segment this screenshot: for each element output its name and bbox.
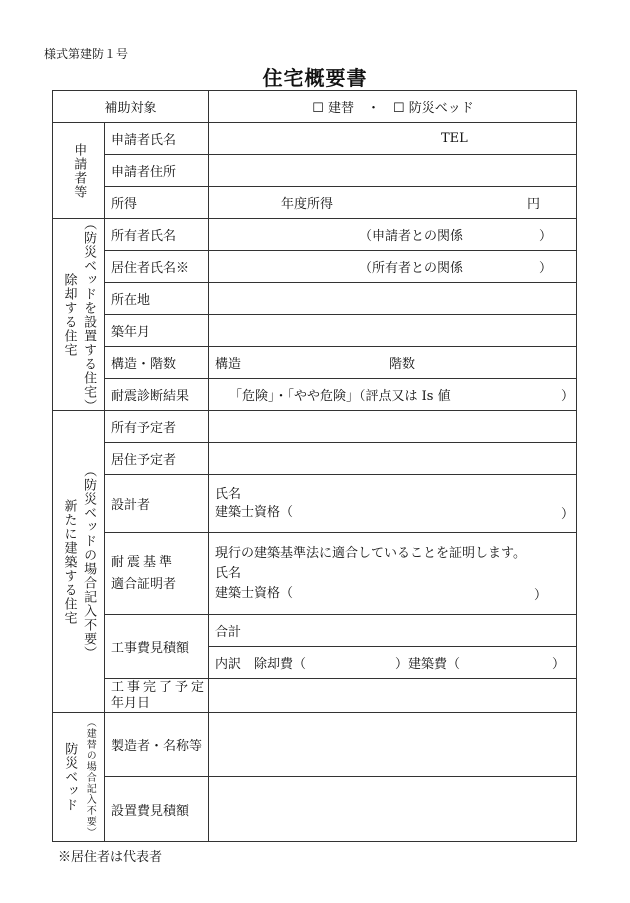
designer-license: 建築士資格（ bbox=[215, 504, 294, 520]
cost-building: ）建築費（ bbox=[395, 657, 461, 672]
install-cost-label-cell bbox=[104, 776, 208, 841]
designer-field[interactable] bbox=[208, 474, 577, 532]
income-label: 所得 bbox=[111, 197, 138, 212]
cost-label-cell bbox=[104, 614, 208, 678]
cert-close: ） bbox=[534, 588, 548, 603]
structure-label-cell bbox=[104, 346, 208, 378]
table-border-right bbox=[576, 90, 577, 841]
cert-field[interactable] bbox=[208, 532, 577, 614]
cost-close: ） bbox=[552, 657, 566, 672]
designer-label: 設計者 bbox=[111, 498, 151, 513]
new-house-inner-label: 新たに建築する住宅 bbox=[61, 498, 77, 625]
planned-owner-field[interactable] bbox=[208, 410, 577, 442]
planned-resident-label: 居住予定者 bbox=[111, 453, 177, 468]
cost-total-field[interactable] bbox=[208, 614, 577, 646]
maker-label: 製造者・名称等 bbox=[111, 739, 203, 754]
applicant-address-label-cell bbox=[104, 154, 208, 186]
completion-label-cell bbox=[104, 678, 208, 712]
location-label-cell bbox=[104, 282, 208, 314]
bed-group-cell bbox=[52, 712, 104, 841]
applicant-name-field[interactable] bbox=[208, 122, 577, 154]
resident-label-cell bbox=[104, 250, 208, 282]
owner-field[interactable] bbox=[208, 218, 577, 250]
removal-house-group-cell bbox=[52, 216, 104, 413]
income-field[interactable] bbox=[208, 186, 577, 218]
location-field[interactable] bbox=[208, 282, 577, 314]
table-border-bottom bbox=[52, 841, 577, 842]
designer-name: 氏名 bbox=[215, 486, 242, 502]
applicant-group-label: 申請者等 bbox=[71, 142, 87, 199]
cert-license: 建築士資格（ bbox=[215, 585, 294, 601]
applicant-name-label-cell bbox=[104, 122, 208, 154]
cost-label: 工事費見積額 bbox=[111, 641, 190, 656]
subsidy-options: ☐ 建替 ・ ☐ 防災ベッド bbox=[312, 101, 474, 116]
owner-relation-close: ） bbox=[539, 229, 553, 244]
designer-close: ） bbox=[561, 507, 575, 522]
completion-label-line1: 工事完了予定 bbox=[111, 679, 208, 695]
cert-label-line2: 適合証明者 bbox=[111, 576, 177, 592]
applicant-group-cell bbox=[52, 122, 104, 218]
resident-field[interactable] bbox=[208, 250, 577, 282]
income-unit: 円 bbox=[527, 197, 541, 212]
seismic-label-cell bbox=[104, 378, 208, 410]
structure-field[interactable] bbox=[208, 346, 577, 378]
removal-house-inner-label: 除却する住宅 bbox=[61, 272, 77, 357]
designer-label-cell bbox=[104, 474, 208, 532]
built-field[interactable] bbox=[208, 314, 577, 346]
cost-breakdown-field[interactable] bbox=[208, 646, 577, 678]
floors-value: 階数 bbox=[389, 357, 416, 372]
planned-resident-field[interactable] bbox=[208, 442, 577, 474]
install-cost-field[interactable] bbox=[208, 776, 577, 841]
applicant-address-label: 申請者住所 bbox=[111, 165, 177, 180]
income-label-cell bbox=[104, 186, 208, 218]
form-id: 様式第建防１号 bbox=[44, 47, 129, 61]
cert-statement: 現行の建築基準法に適合していることを証明します。 bbox=[215, 545, 526, 561]
seismic-close: ） bbox=[561, 389, 575, 404]
income-year: 年度所得 bbox=[281, 197, 334, 212]
tel-label: TEL bbox=[441, 131, 468, 146]
maker-label-cell bbox=[104, 712, 208, 776]
subsidy-label-cell bbox=[52, 90, 208, 122]
owner-relation: （申請者との関係 bbox=[359, 229, 464, 244]
bed-outer-label: （建替の場合記入不要） bbox=[84, 716, 96, 838]
completion-field[interactable] bbox=[208, 678, 577, 712]
bed-inner-label: 防災ベッド bbox=[62, 742, 78, 812]
maker-field[interactable] bbox=[208, 712, 577, 776]
completion-label-line2: 年月日 bbox=[111, 695, 151, 711]
subsidy-options-cell[interactable] bbox=[208, 90, 577, 122]
install-cost-label: 設置費見積額 bbox=[111, 803, 190, 819]
structure-value: 構造 bbox=[215, 357, 242, 372]
removal-house-outer-label: （防災ベッドを設置する住宅） bbox=[81, 216, 97, 413]
applicant-name-label: 申請者氏名 bbox=[111, 133, 177, 148]
cert-label-cell bbox=[104, 532, 208, 614]
planned-owner-label-cell bbox=[104, 410, 208, 442]
cost-breakdown: 内訳 除却費（ bbox=[215, 657, 307, 672]
subsidy-label: 補助対象 bbox=[104, 101, 157, 116]
cost-total: 合計 bbox=[215, 625, 242, 640]
owner-label-cell bbox=[104, 218, 208, 250]
cert-label-line1: 耐震基準 bbox=[111, 554, 176, 570]
owner-label: 所有者氏名 bbox=[111, 229, 177, 244]
planned-owner-label: 所有予定者 bbox=[111, 421, 177, 436]
applicant-address-field[interactable] bbox=[208, 154, 577, 186]
new-house-group-cell bbox=[52, 410, 104, 712]
resident-relation: （所有者との関係 bbox=[359, 261, 464, 276]
seismic-value: 「危険」・「やや危険」（評点又は Is 値 bbox=[229, 389, 451, 404]
planned-resident-label-cell bbox=[104, 442, 208, 474]
cert-name: 氏名 bbox=[215, 565, 242, 581]
new-house-outer-label: （防災ベッドの場合記入不要） bbox=[81, 463, 97, 660]
seismic-field[interactable] bbox=[208, 378, 577, 410]
location-label: 所在地 bbox=[111, 293, 151, 308]
built-label: 築年月 bbox=[111, 325, 151, 340]
seismic-label: 耐震診断結果 bbox=[111, 389, 190, 404]
footnote: ※居住者は代表者 bbox=[58, 850, 163, 865]
resident-relation-close: ） bbox=[539, 261, 553, 276]
page-title: 住宅概要書 bbox=[262, 66, 368, 90]
resident-label: 居住者氏名※ bbox=[111, 261, 190, 276]
structure-label: 構造・階数 bbox=[111, 357, 177, 372]
built-label-cell bbox=[104, 314, 208, 346]
